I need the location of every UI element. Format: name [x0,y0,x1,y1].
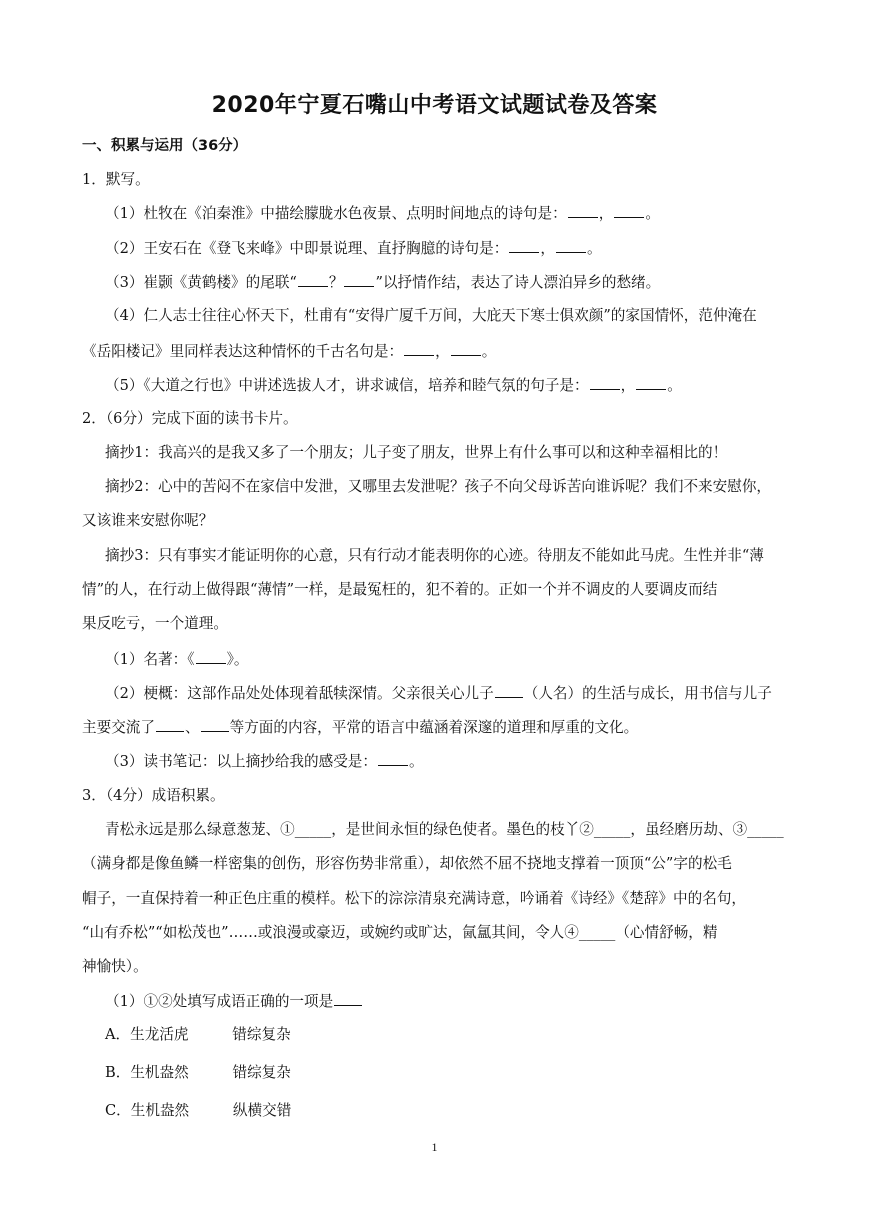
separator: ， [598,205,614,222]
answer-blank[interactable] [509,238,539,253]
answer-blank[interactable] [495,683,523,698]
question-2-heading: 2．（6分）完成下面的读书卡片。 [82,410,298,427]
q3-passage-line-2: （满身都是像鱼鳞一样密集的创伤，形容伤势非常重），却依然不屈不挠地支撑着一顶顶“公”字的松毛 [82,855,732,872]
q1-item-5 [105,375,682,396]
q2-sub-2-text: （2）梗概：这部作品处处体现着舐犊深情。父亲很关心儿子 [105,685,494,702]
question-3-heading: 3．（4分）成语积累。 [82,787,225,804]
q2-sub-3 [105,751,424,772]
answer-blank[interactable] [614,203,644,218]
q2-sub-2-line-2 [82,717,638,738]
option-a[interactable]: A．生龙活虎 错综复杂 [105,1026,291,1043]
q3-passage-line-1: 青松永远是那么绿意葱茏、①_____，是世间永恒的绿色使者。墨色的枝丫②_____，虽经磨历劫、③_____ [105,821,784,838]
answer-blank[interactable] [201,717,229,732]
separator: 、 [184,719,200,736]
excerpt-1: 摘抄1：我高兴的是我又多了一个朋友；儿子变了朋友，世界上有什么事可以和这种幸福相比的！ [105,444,728,461]
option-c[interactable]: C．生机盎然 纵横交错 [105,1102,292,1119]
q2-sub-1-tail: 》。 [226,651,249,668]
answer-blank[interactable] [298,272,328,287]
q2-sub-1 [105,649,248,670]
separator: ， [540,240,555,257]
q1-item-2 [105,238,602,259]
period: 。 [408,753,424,770]
answer-blank[interactable] [568,203,598,218]
q3-passage-line-4: “山有乔松”“如松茂也”……或浪漫或豪迈，或婉约或旷达，氤氲其间，令人④_____（心情舒畅，精 [82,924,718,941]
q1-item-3-tail: ”以抒情作结，表达了诗人漂泊异乡的愁绪。 [375,274,661,291]
excerpt-2-line-2: 又该谁来安慰你呢？ [82,512,214,529]
q1-item-4-line-1: （4）仁人志士往往心怀天下，杜甫有“安得广厦千万间，大庇天下寒士俱欢颜”的家国情怀，范仲淹在 [105,307,757,324]
period: 。 [667,377,682,394]
q1-item-1-text: （1）杜牧在《泊秦淮》中描绘朦胧水色夜景、点明时间地点的诗句是： [105,205,567,222]
period: 。 [645,205,660,222]
q1-item-4-text: 《岳阳楼记》里同样表达这种情怀的千古名句是： [82,343,404,360]
answer-blank[interactable] [156,717,184,732]
q2-sub-2-line2-text: 主要交流了 [82,719,155,736]
q2-sub-2-line-1 [105,683,772,704]
q2-sub-2-line2-tail: 等方面的内容，平常的语言中蕴涵着深邃的道理和厚重的文化。 [229,719,639,736]
q3-passage-line-5: 神愉快）。 [82,958,148,975]
q2-sub-2-tail: （人名）的生活与成长，用书信与儿子 [523,685,772,702]
answer-blank[interactable] [636,375,666,390]
option-b[interactable]: B．生机盎然 错综复杂 [105,1064,291,1081]
question-mark: ？ [328,274,344,291]
q1-item-1 [105,203,660,224]
answer-blank[interactable] [334,991,362,1006]
excerpt-3-line-3: 果反吃亏，一个道理。 [82,615,228,632]
page-number: 1 [431,1140,438,1154]
q1-item-4-line-2 [82,341,496,362]
answer-blank[interactable] [344,272,374,287]
excerpt-2-line-1: 摘抄2：心中的苦闷不在家信中发泄，又哪里去发泄呢？孩子不向父母诉苦向谁诉呢？我们不来安慰你， [105,478,772,495]
q2-sub-1-text: （1）名著：《 [105,651,195,668]
separator: ， [620,377,636,394]
answer-blank[interactable] [590,375,620,390]
answer-blank[interactable] [196,649,226,664]
separator: ， [435,343,450,360]
q1-item-3-text: （3）崔颢《黄鹤楼》的尾联“ [105,274,297,291]
q2-sub-3-text: （3）读书笔记：以上摘抄给我的感受是： [105,753,377,770]
excerpt-3-line-1: 摘抄3：只有事实才能证明你的心意，只有行动才能表明你的心迹。待朋友不能如此马虎。生性并非“薄 [105,547,764,564]
section-heading: 一、积累与运用（36分） [82,138,248,154]
q3-sub-1-text: （1）①②处填写成语正确的一项是 [105,993,334,1010]
excerpt-3-line-2: 情”的人，在行动上做得跟“薄情”一样，是最冤枉的，犯不着的。正如一个并不调皮的人要调皮而结 [82,581,718,598]
period: 。 [586,240,602,257]
answer-blank[interactable] [378,751,408,766]
page-title: 2020年宁夏石嘴山中考语文试题试卷及答案 [211,93,658,118]
q3-sub-1 [105,991,363,1012]
answer-blank[interactable] [451,341,481,356]
q1-item-3 [105,272,660,293]
period: 。 [481,343,497,360]
q1-item-2-text: （2）王安石在《登飞来峰》中即景说理、直抒胸臆的诗句是： [105,240,509,257]
q3-passage-line-3: 帽子，一直保持着一种正色庄重的模样。松下的淙淙清泉充满诗意，吟诵着《诗经》《楚辞》中的名句， [82,890,747,907]
q1-item-5-text: （5）《大道之行也》中讲述选拔人才，讲求诚信，培养和睦气氛的句子是： [105,377,589,394]
answer-blank[interactable] [404,341,434,356]
question-1-heading: 1．默写。 [82,171,150,188]
answer-blank[interactable] [556,238,586,253]
